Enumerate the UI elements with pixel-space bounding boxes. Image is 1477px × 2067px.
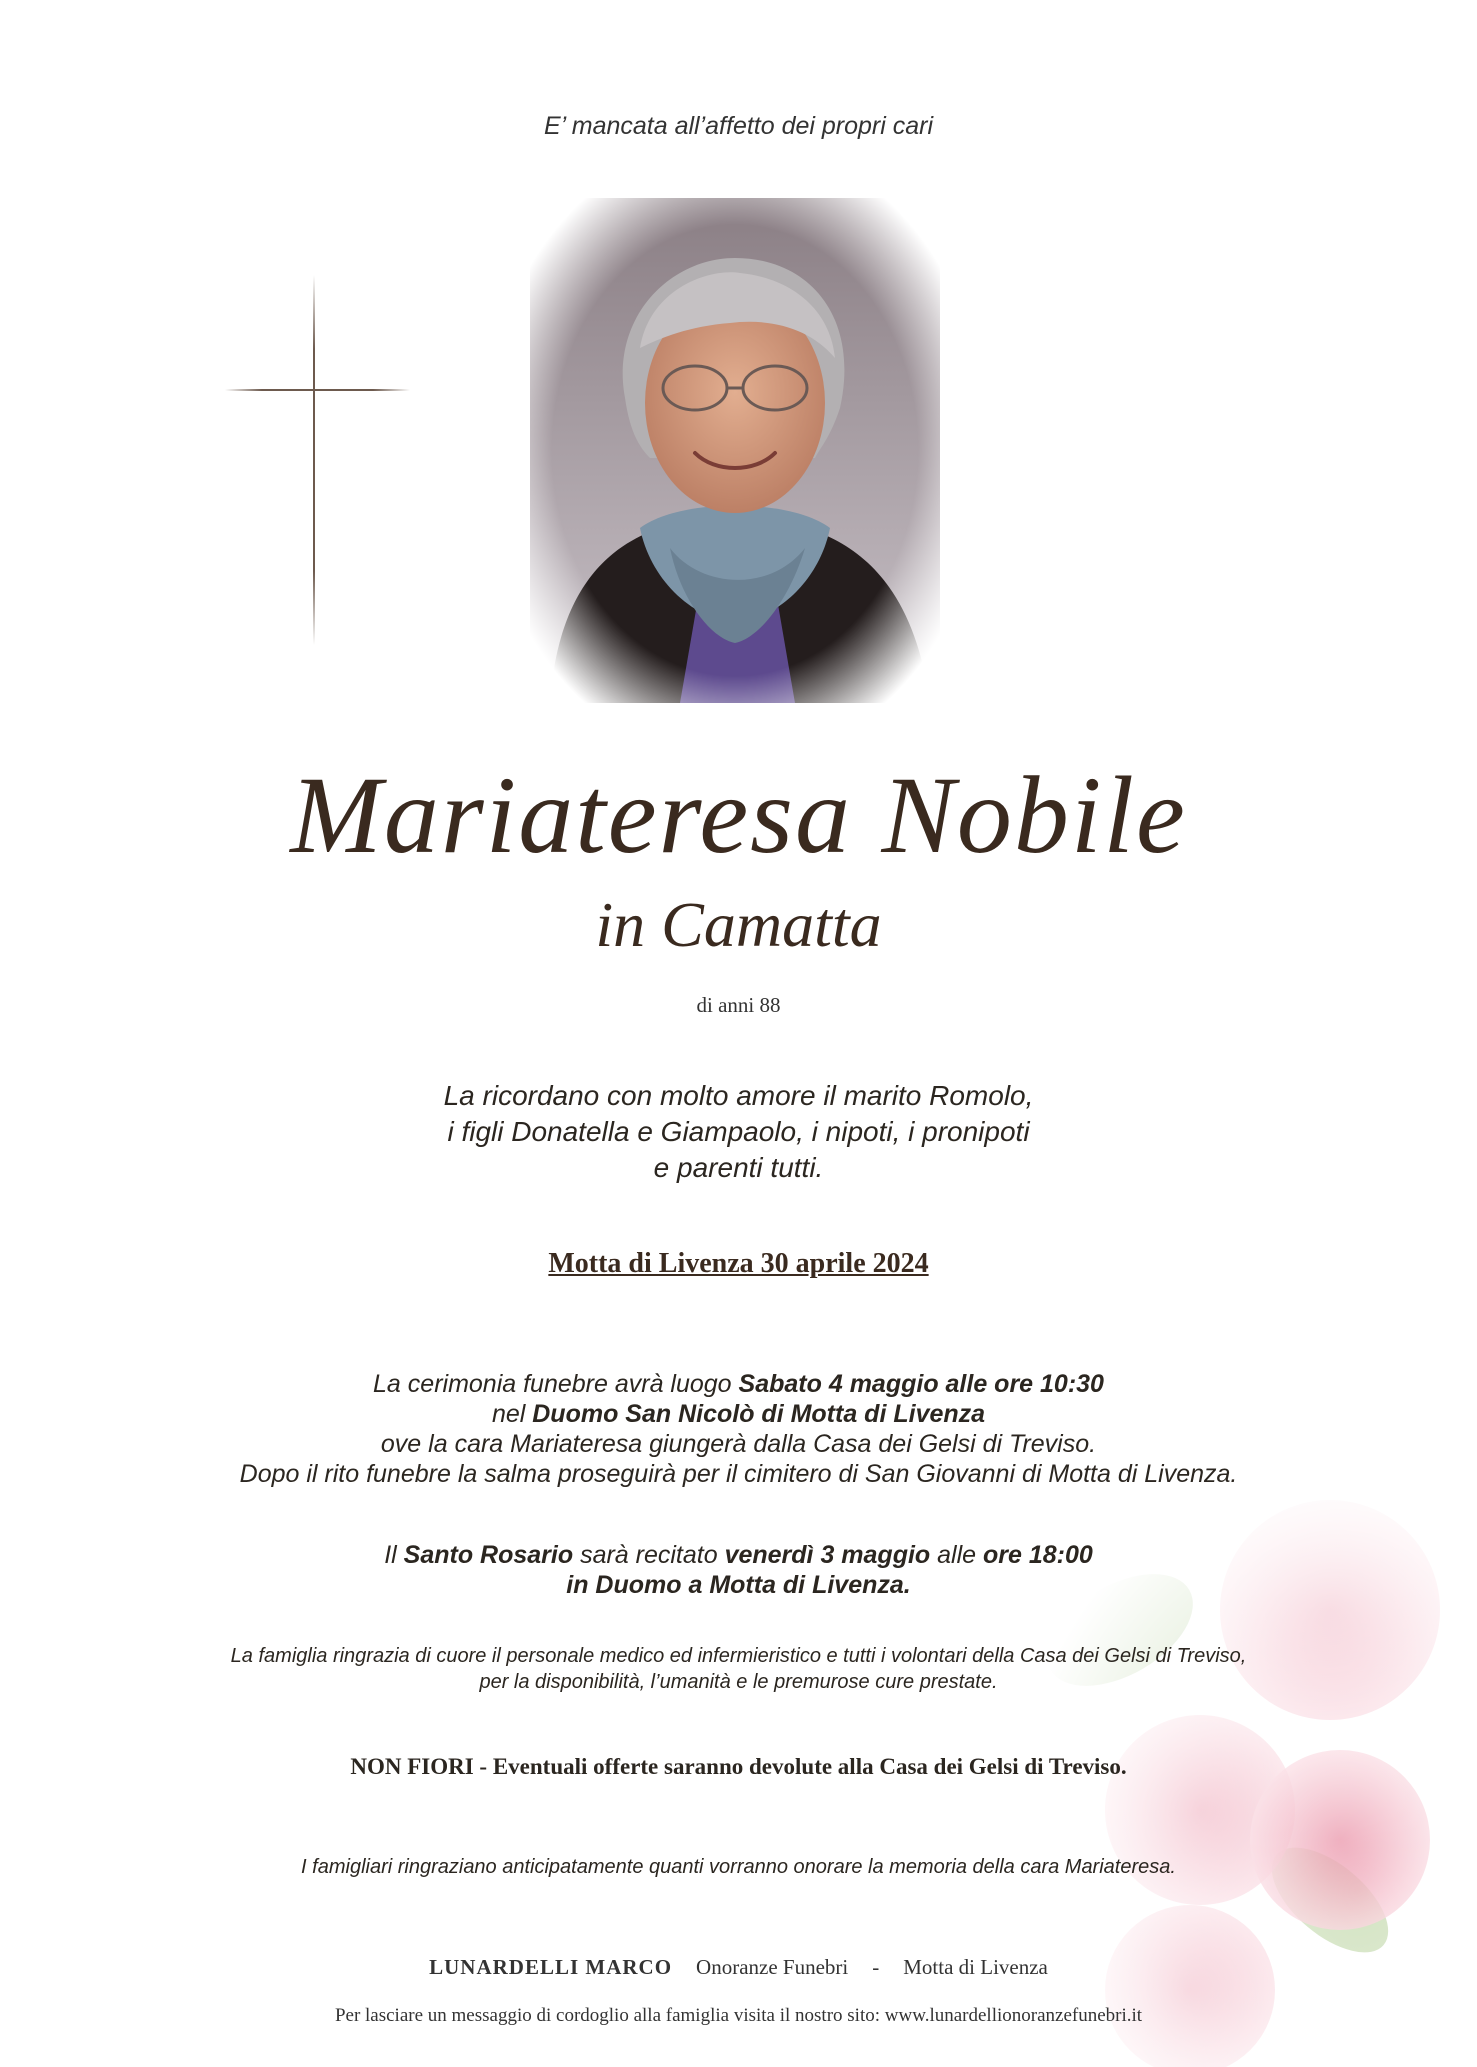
ceremony-text: La cerimonia funebre avrà luogo [373, 1370, 739, 1398]
thanks-block [0, 1643, 1477, 1695]
cross-horizontal-bar [225, 389, 410, 391]
rosary-text: alle [930, 1541, 984, 1569]
ceremony-block [0, 1369, 1477, 1489]
rosary-text: Il [384, 1541, 404, 1569]
ceremony-line [0, 1399, 1477, 1429]
place-date: Motta di Livenza 30 aprile 2024 [548, 1248, 929, 1279]
rosary-line [0, 1540, 1477, 1570]
rosary-bold: in Duomo a Motta di Livenza. [566, 1571, 911, 1599]
intro-text: E’ mancata all’affetto dei propri cari [543, 112, 934, 140]
funeral-home-city: Motta di Livenza [903, 1955, 1048, 1979]
married-name: in Camatta [595, 889, 882, 960]
condolence-message: Per lasciare un messaggio di cordoglio alla famiglia visita il nostro sito: www.lunardellionoranzefunebri.it [334, 2005, 1143, 2026]
no-flowers-notice: NON FIORI - Eventuali offerte saranno devolute alla Casa dei Gelsi di Treviso. [350, 1754, 1127, 1779]
rosary-text: sarà recitato [573, 1541, 725, 1569]
rosary-block [0, 1540, 1477, 1600]
remembrance-block [0, 1078, 1477, 1186]
ceremony-location: Duomo San Nicolò di Motta di Livenza [532, 1400, 986, 1428]
final-thanks: I famigliari ringraziano anticipatamente quanti vorranno onorare la memoria della cara Mariateresa. [301, 1856, 1176, 1878]
remembrance-line: La ricordano con molto amore il marito Romolo, [443, 1080, 1034, 1111]
remembrance-line: e parenti tutti. [653, 1152, 824, 1183]
rosary-bold: venerdì 3 maggio [724, 1541, 931, 1569]
thanks-line: La famiglia ringrazia di cuore il personale medico ed infermieristico e tutti i volontari della Casa dei Gelsi di Treviso, [230, 1645, 1247, 1667]
cross-vertical-bar [313, 275, 315, 645]
ceremony-text: nel [491, 1400, 533, 1428]
rosary-line [0, 1570, 1477, 1600]
remembrance-line: i figli Donatella e Giampaolo, i nipoti, i pronipoti [447, 1116, 1030, 1147]
rosary-bold: ore 18:00 [983, 1541, 1093, 1569]
age-text: di anni 88 [696, 993, 781, 1017]
ceremony-line: Dopo il rito funebre la salma proseguirà per il cimitero di San Giovanni di Motta di Livenza. [239, 1460, 1238, 1488]
ceremony-date: Sabato 4 maggio alle ore 10:30 [738, 1370, 1104, 1398]
deceased-name: Mariateresa Nobile [290, 754, 1187, 876]
thanks-line: per la disponibilità, l’umanità e le premurose cure prestate. [479, 1671, 998, 1693]
funeral-home-name: LUNARDELLI MARCO [429, 1955, 673, 1979]
ceremony-line [0, 1369, 1477, 1399]
portrait-photo [530, 198, 940, 703]
funeral-service: Onoranze Funebri [696, 1955, 849, 1979]
ceremony-line: ove la cara Mariateresa giungerà dalla Casa dei Gelsi di Treviso. [380, 1430, 1097, 1458]
funeral-home-line [0, 1955, 1477, 1980]
footer-dash: - [872, 1955, 880, 1979]
rosary-bold: Santo Rosario [403, 1541, 574, 1569]
